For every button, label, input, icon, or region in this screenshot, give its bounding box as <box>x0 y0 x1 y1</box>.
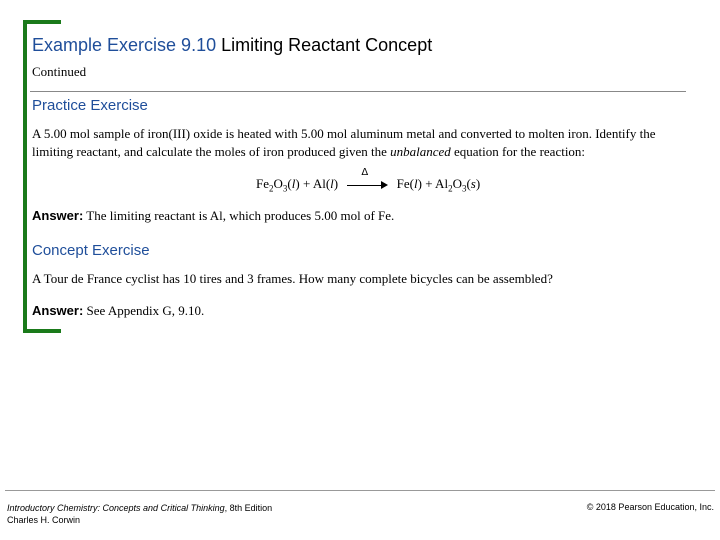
footer-divider <box>5 490 715 491</box>
practice-text-em: unbalanced <box>390 144 451 159</box>
green-bracket-bottom <box>23 329 61 333</box>
eq-state: s <box>470 176 476 191</box>
eq-fe-product: Fe( <box>396 176 414 191</box>
title-prefix: Example Exercise 9.10 <box>32 35 217 55</box>
eq-o: O <box>273 176 283 191</box>
eq-state: l <box>330 176 334 191</box>
eq-plus-al: + Al <box>421 176 449 191</box>
eq-paren: ) <box>475 176 481 191</box>
eq-paren: ) <box>333 176 339 191</box>
heat-delta-icon: Δ <box>361 167 369 179</box>
book-title: Introductory Chemistry: Concepts and Critical Thinking <box>7 503 225 513</box>
practice-text <box>32 125 692 161</box>
eq-state: l <box>291 176 296 191</box>
arrow-line <box>347 185 383 186</box>
chemical-equation <box>256 167 481 194</box>
concept-text: A Tour de France cyclist has 10 tires and 3 frames. How many complete bicycles can be assembled? <box>32 271 553 286</box>
subtitle: Continued <box>32 64 87 79</box>
footer-citation <box>7 502 272 526</box>
title-rest: Limiting Reactant Concept <box>216 35 433 55</box>
answer-label: Answer: <box>32 208 84 223</box>
page-title <box>32 35 432 56</box>
eq-paren: ) <box>417 176 422 191</box>
green-bracket-vertical <box>23 20 27 333</box>
practice-answer <box>32 207 692 225</box>
eq-o: O <box>452 176 462 191</box>
eq-sub: 2 <box>448 183 453 194</box>
eq-sub: 2 <box>269 183 274 194</box>
concept-heading: Concept Exercise <box>32 242 150 259</box>
header-divider <box>30 91 686 92</box>
practice-text-before: A 5.00 mol sample of iron(III) oxide is heated with 5.00 mol aluminum metal and converted to molten iron. Identify the limiting reactant, and calculate the moles of iron produced given the <box>32 126 656 159</box>
eq-paren: ) <box>295 176 300 191</box>
practice-heading: Practice Exercise <box>32 97 148 114</box>
eq-plus-al: + Al( <box>299 176 331 191</box>
eq-paren: ( <box>466 176 471 191</box>
eq-paren: ( <box>287 176 292 191</box>
green-bracket-top <box>23 20 61 24</box>
eq-state: l <box>413 176 418 191</box>
book-author: Charles H. Corwin <box>7 515 81 525</box>
copyright: © 2018 Pearson Education, Inc. <box>586 502 714 512</box>
answer-text: The limiting reactant is Al, which produces 5.00 mol of Fe. <box>83 208 395 223</box>
practice-text-after: equation for the reaction: <box>450 144 586 159</box>
answer-text: See Appendix G, 9.10. <box>83 303 205 318</box>
eq-fe: Fe <box>256 176 269 191</box>
concept-answer <box>32 302 692 320</box>
book-edition: , 8th Edition <box>224 503 273 513</box>
answer-label: Answer: <box>32 303 84 318</box>
eq-sub: 3 <box>282 183 288 194</box>
arrow-head-icon <box>381 181 388 189</box>
eq-sub: 3 <box>461 183 467 194</box>
reaction-arrow <box>347 167 387 192</box>
